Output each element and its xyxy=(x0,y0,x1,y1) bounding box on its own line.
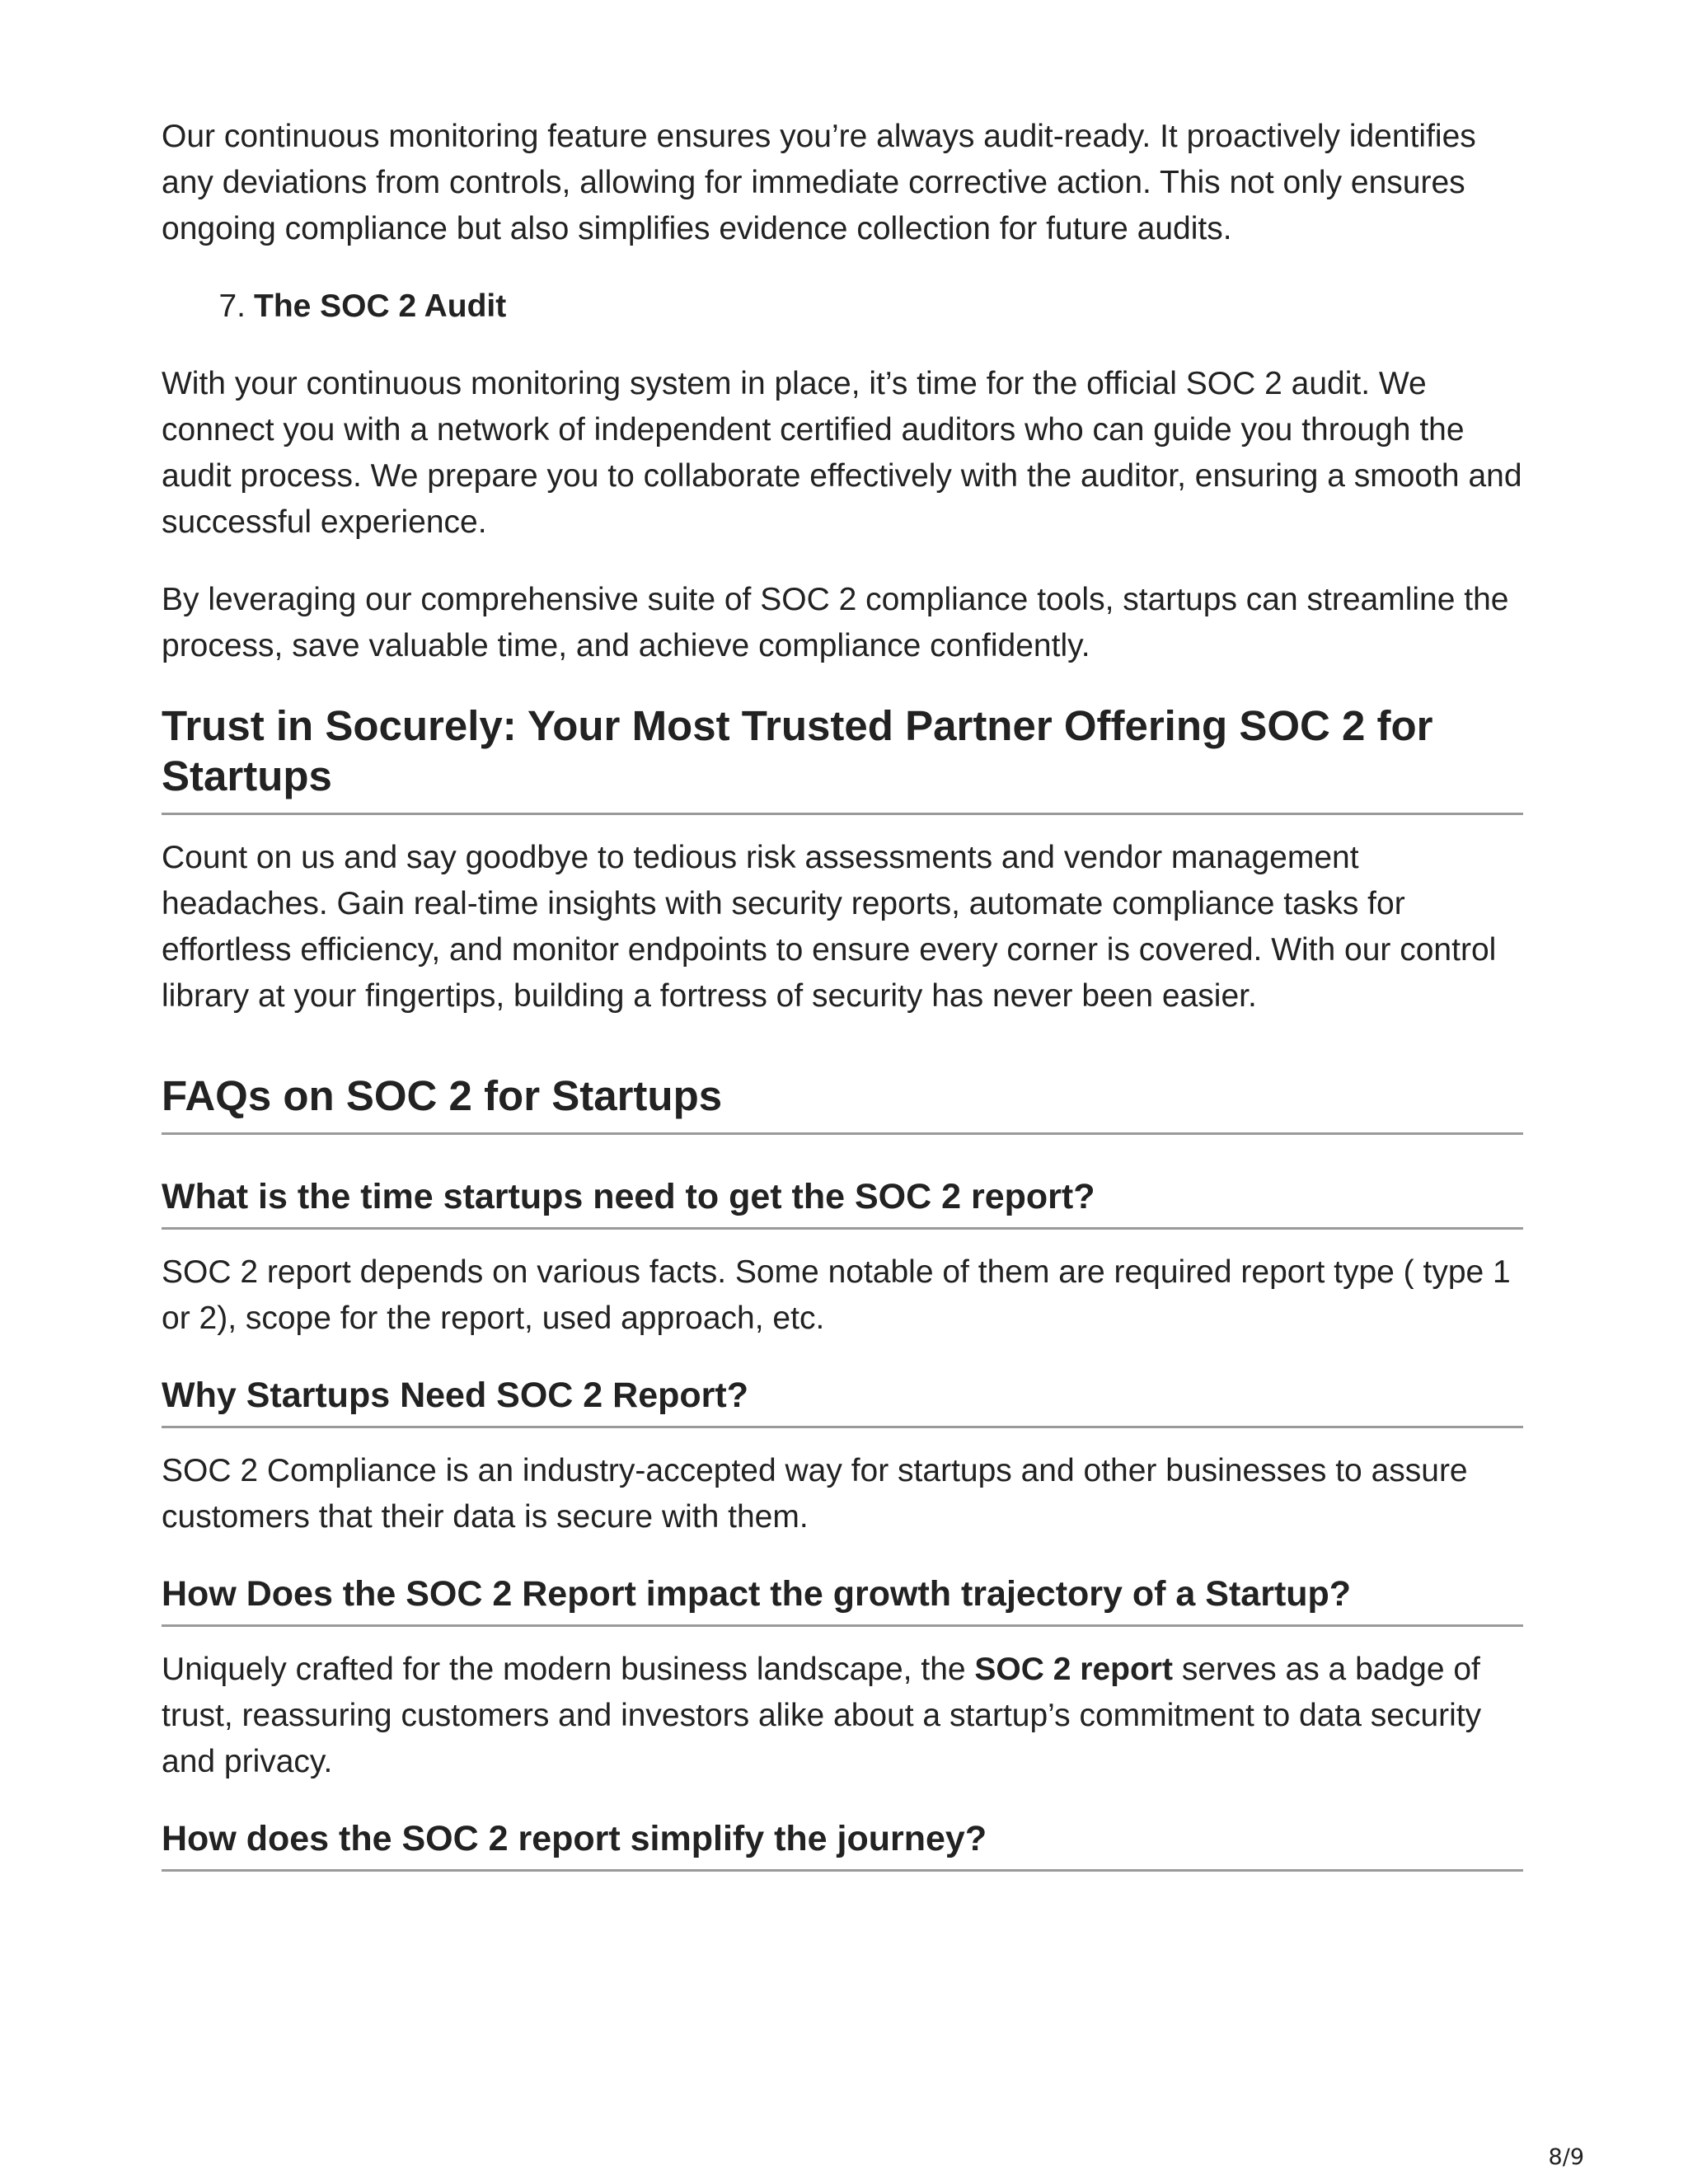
faq-answer-2: SOC 2 Compliance is an industry-accepted way for startups and other businesses to assure customers that their data is secure with them. xyxy=(162,1453,1468,1535)
faq-question-4: How does the SOC 2 report simplify the journey? xyxy=(162,1816,1523,1872)
faq-question-1: What is the time startups need to get the SOC 2 report? xyxy=(162,1174,1523,1230)
document-body xyxy=(162,114,1523,1891)
trust-heading: Trust in Socurely: Your Most Trusted Partner Offering SOC 2 for Startups xyxy=(162,701,1523,815)
faqs-heading: FAQs on SOC 2 for Startups xyxy=(162,1071,1523,1135)
step-7-title: The SOC 2 Audit xyxy=(254,288,507,324)
audit-paragraph: With your continuous monitoring system in place, it’s time for the official SOC 2 audit. We connect you with a network of independent certified auditors who can guide you through the audit process. We prepare you to collaborate effectively with the auditor, ensuring a smooth and successful experience. xyxy=(162,366,1522,540)
faq-question-3: How Does the SOC 2 Report impact the growth trajectory of a Startup? xyxy=(162,1572,1523,1627)
faq-question-2: Why Startups Need SOC 2 Report? xyxy=(162,1373,1523,1428)
page-number: 8/9 xyxy=(1548,2144,1584,2170)
step-7-number: 7. xyxy=(218,288,246,324)
step-7-list-item xyxy=(162,284,1523,330)
leverage-paragraph: By leveraging our comprehensive suite of SOC 2 compliance tools, startups can streamline the process, save valuable time, and achieve compliance confidently. xyxy=(162,582,1509,663)
faq-answer-3-bold: SOC 2 report xyxy=(974,1652,1173,1687)
monitoring-paragraph: Our continuous monitoring feature ensures you’re always audit-ready. It proactively identifies any deviations from controls, allowing for immediate corrective action. This not only ensures ongoing compliance but also simplifies evidence collection for future audits. xyxy=(162,119,1476,246)
trust-paragraph: Count on us and say goodbye to tedious risk assessments and vendor management headaches. Gain real-time insights with security reports, automate compliance tasks for effortless efficiency, and monitor endpoints to ensure every corner is covered. With our control library at your fingertips, building a fortress of security has never been easier. xyxy=(162,840,1497,1014)
faq-answer-3-text-after: serves as a badge of trust, reassuring customers and investors alike about a startup’s commitment to data security and privacy. xyxy=(162,1652,1482,1779)
faq-answer-3 xyxy=(162,1647,1523,1785)
faq-answer-1: SOC 2 report depends on various facts. Some notable of them are required report type ( type 1 or 2), scope for the report, used approach, etc. xyxy=(162,1254,1511,1336)
faq-answer-3-text-before: Uniquely crafted for the modern business landscape, the xyxy=(162,1652,975,1687)
